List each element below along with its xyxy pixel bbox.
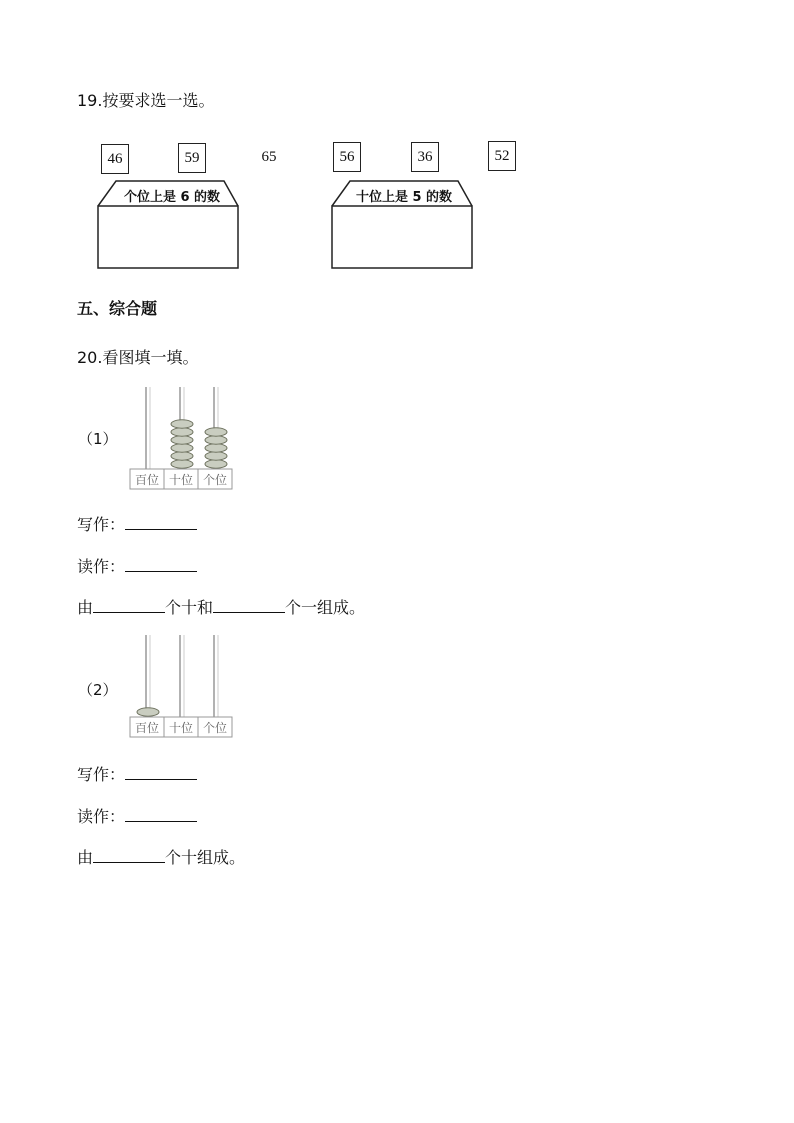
box-ones-digit-6-label: 个位上是 6 的数 [123, 190, 221, 205]
number-card-value: 52 [494, 147, 510, 164]
abacus-label-ones: 个位 [202, 473, 228, 487]
read-blank[interactable] [125, 807, 197, 822]
write-label: 写作： [77, 765, 126, 784]
read-label: 读作： [77, 557, 126, 576]
part-1-compose-line [77, 595, 365, 618]
abacus-label-hundreds: 百位 [134, 473, 160, 487]
read-label: 读作： [77, 807, 126, 826]
question-19-title: 19.按要求选一选。 [77, 91, 215, 110]
ones-count-blank[interactable] [213, 598, 285, 613]
number-card-value: 36 [417, 148, 433, 165]
compose-text-b: 个十组成。 [165, 848, 246, 867]
number-card-59[interactable] [178, 143, 206, 173]
part-2-label: （2） [78, 681, 118, 699]
number-card-value: 65 [261, 148, 277, 165]
number-card-value: 59 [184, 149, 200, 166]
section-5-title: 五、综合题 [77, 299, 158, 318]
tens-count-blank[interactable] [93, 598, 165, 613]
abacus-1 [128, 385, 234, 493]
number-card-value: 46 [107, 150, 123, 167]
part-2-write-line [77, 762, 197, 785]
abacus-2 [128, 633, 234, 741]
abacus-label-hundreds: 百位 [134, 721, 160, 735]
abacus-label-tens: 十位 [168, 473, 194, 487]
number-card-65[interactable] [255, 142, 283, 172]
write-label: 写作： [77, 515, 126, 534]
number-card-value: 56 [339, 148, 355, 165]
box-tens-digit-5-label: 十位上是 5 的数 [355, 190, 453, 205]
abacus-label-ones: 个位 [202, 721, 228, 735]
ones-beads [205, 428, 227, 468]
tens-beads [171, 420, 193, 468]
tens-count-blank[interactable] [93, 848, 165, 863]
part-1-write-line [77, 512, 197, 535]
write-blank[interactable] [125, 515, 197, 530]
number-card-46[interactable] [101, 144, 129, 174]
hundreds-beads [137, 708, 159, 716]
part-1-read-line [77, 554, 197, 577]
number-card-52[interactable] [488, 141, 516, 171]
part-1-label: （1） [78, 430, 118, 448]
compose-text-a: 由 [77, 598, 94, 617]
read-blank[interactable] [125, 557, 197, 572]
number-card-56[interactable] [333, 142, 361, 172]
compose-text-b: 个十和 [165, 598, 214, 617]
number-card-36[interactable] [411, 142, 439, 172]
write-blank[interactable] [125, 765, 197, 780]
abacus-label-tens: 十位 [168, 721, 194, 735]
compose-text-a: 由 [77, 848, 94, 867]
part-2-read-line [77, 804, 197, 827]
question-20-title: 20.看图填一填。 [77, 348, 199, 367]
compose-text-c: 个一组成。 [285, 598, 366, 617]
part-2-compose-line [77, 845, 245, 868]
